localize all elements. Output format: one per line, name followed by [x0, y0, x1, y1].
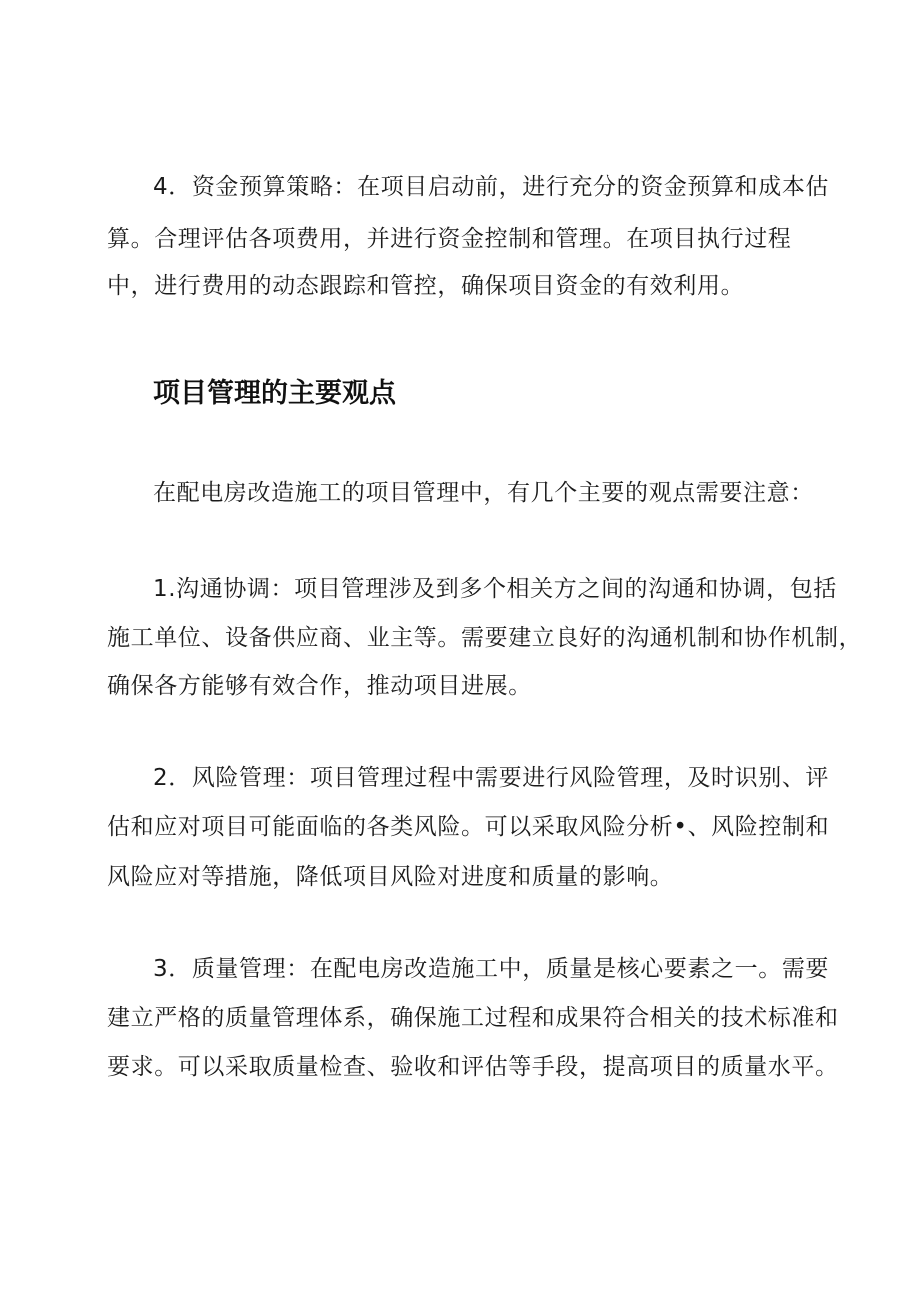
paragraph-line: 要求。可以采取质量检查、验收和评估等手段，提高项目的质量水平。 [107, 1054, 839, 1080]
paragraph-line: 2．风险管理：项目管理过程中需要进行风险管理，及时识别、评 [153, 765, 830, 791]
section-heading: 项目管理的主要观点 [153, 378, 396, 409]
paragraph-line: 1.沟通协调：项目管理涉及到多个相关方之间的沟通和协调，包括 [153, 576, 837, 602]
paragraph-line: 估和应对项目可能面临的各类风险。可以采取风险分析•、风险控制和 [107, 814, 830, 840]
intro-paragraph: 在配电房改造施工的项目管理中，有几个主要的观点需要注意： [153, 480, 814, 506]
paragraph-line: 施工单位、设备供应商、业主等。需要建立良好的沟通机制和协作机制， [107, 625, 863, 651]
paragraph-line: 确保各方能够有效合作，推动项目进展。 [107, 673, 532, 699]
paragraph-line: 算。合理评估各项费用，并进行资金控制和管理。在项目执行过程 [107, 226, 792, 252]
paragraph-line: 4．资金预算策略：在项目启动前，进行充分的资金预算和成本估 [153, 174, 830, 200]
paragraph-line: 建立严格的质量管理体系，确保施工过程和成果符合相关的技术标准和 [107, 1005, 839, 1031]
paragraph-line: 中，进行费用的动态跟踪和管控，确保项目资金的有效利用。 [107, 273, 745, 299]
paragraph-line: 风险应对等措施，降低项目风险对进度和质量的影响。 [107, 864, 674, 890]
paragraph-line: 3．质量管理：在配电房改造施工中，质量是核心要素之一。需要 [153, 956, 830, 982]
